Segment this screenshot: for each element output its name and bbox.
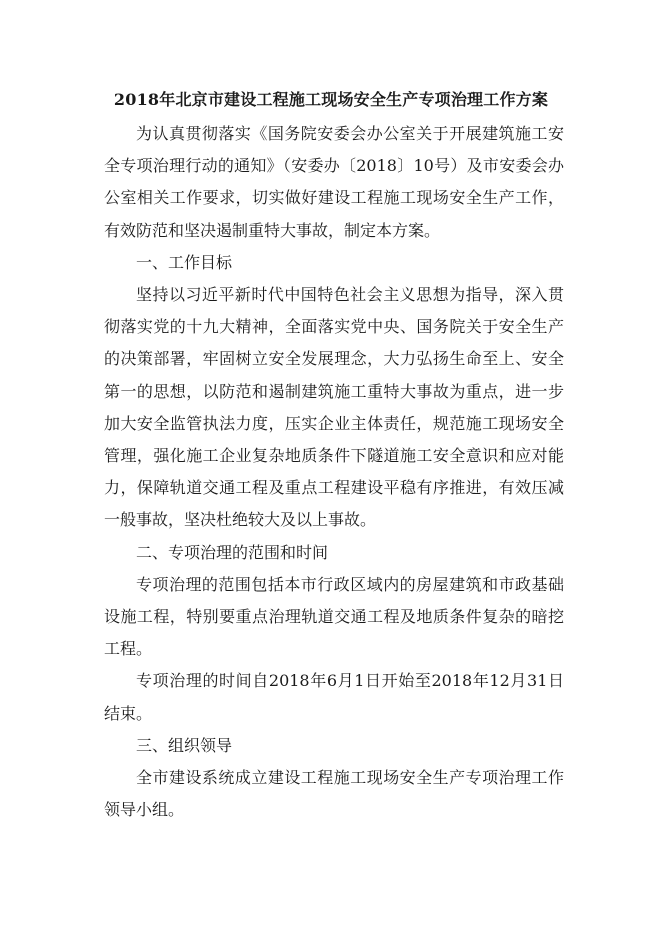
leadership-paragraph: 全市建设系统成立建设工程施工现场安全生产专项治理工作领导小组。 [104,768,564,820]
document-body [104,118,564,826]
goals-paragraph: 坚持以习近平新时代中国特色社会主义思想为指导，深入贯彻落实党的十九大精神，全面落实党中央、国务院关于安全生产的决策部署，牢固树立安全发展理念，大力弘扬生命至上、安全第一的思想，以防范和遏制建筑施工重特大事故为重点，进一步加大安全监管执法力度，压实企业主体责任，规范施工现场安全管理，强化施工企业复杂地质条件下隧道施工安全意识和应对能力，保障轨道交通工程及重点工程建设平稳有序推进，有效压减一般事故，坚决杜绝较大及以上事故。 [104,285,564,530]
section-heading-leadership: 三、组织领导 [136,735,233,755]
time-paragraph: 专项治理的时间自2018年6月1日开始至2018年12月31日结束。 [104,671,564,723]
intro-paragraph: 为认真贯彻落实《国务院安委会办公室关于开展建筑施工安全专项治理行动的通知》（安委办〔2018〕10号）及市安委会办公室相关工作要求，切实做好建设工程施工现场安全生产工作，有效防范和坚决遏制重特大事故，制定本方案。 [104,124,564,240]
document-title: 2018年北京市建设工程施工现场安全生产专项治理工作方案 [113,90,549,109]
section-heading-goals: 一、工作目标 [136,252,233,272]
section-heading-scope: 二、专项治理的范围和时间 [136,542,329,562]
scope-paragraph: 专项治理的范围包括本市行政区域内的房屋建筑和市政基础设施工程，特别要重点治理轨道交通工程及地质条件复杂的暗挖工程。 [104,574,564,659]
